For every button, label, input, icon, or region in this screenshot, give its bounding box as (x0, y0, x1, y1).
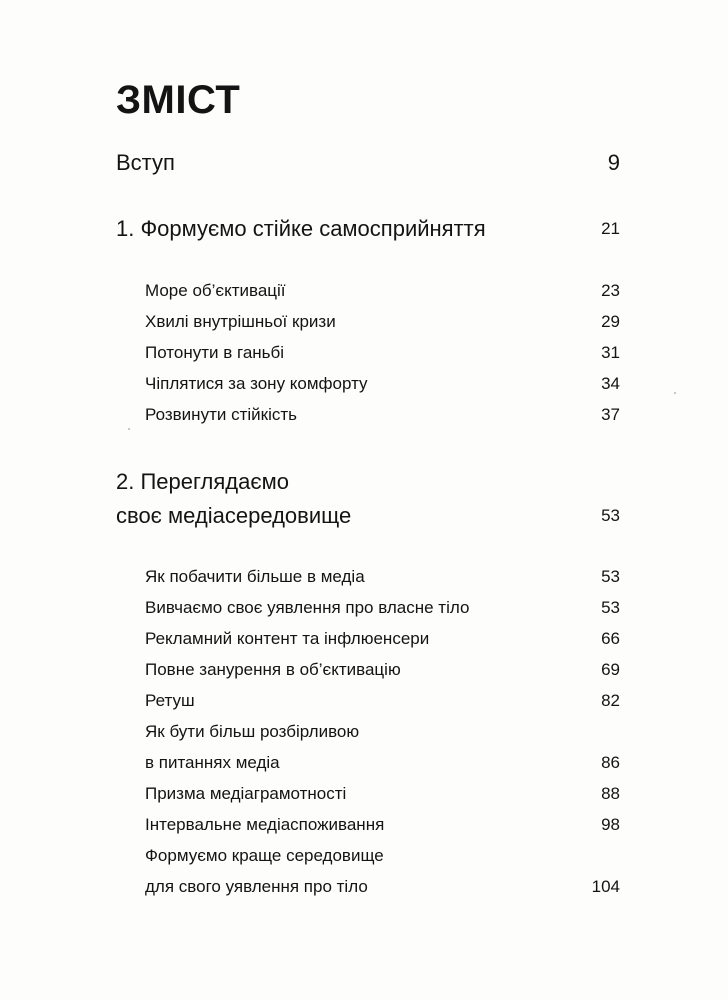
toc-section-title-line1: Як бути більш розбірливою (145, 722, 360, 741)
toc-section-title: Повне занурення в об’єктивацію (145, 660, 401, 679)
toc-chapter-page: 21 (601, 219, 620, 238)
toc-section-page: 31 (601, 343, 620, 362)
toc-section-page: 66 (601, 629, 620, 648)
toc-section-page: 88 (601, 784, 620, 803)
toc-section-page: 53 (601, 598, 620, 617)
toc-chapter-page: 53 (601, 506, 620, 525)
toc-section-page: 37 (601, 405, 620, 424)
scan-speck (128, 428, 130, 430)
toc-section-page: 53 (601, 567, 620, 586)
toc-section-title: Рекламний контент та інфлюенсери (145, 629, 430, 648)
toc-section-title-line1: Формуємо краще середовище (145, 846, 384, 865)
toc-section-title: Інтервальне медіаспоживання (145, 815, 385, 834)
toc-chapter-title: 1. Формуємо стійке самосприйняття (116, 216, 486, 241)
toc-section-title: Чіплятися за зону комфорту (145, 374, 368, 393)
toc-section-page: 29 (601, 312, 620, 331)
toc-section-title-line2: для свого уявлення про тіло (145, 877, 368, 896)
toc-entry-title: Вступ (116, 150, 175, 175)
toc-section-title: Потонути в ганьбі (145, 343, 285, 362)
toc-section-page: 34 (601, 374, 620, 393)
toc-section-page: 82 (601, 691, 620, 710)
toc-entry-page: 9 (607, 150, 620, 175)
toc-section-title-line2: в питаннях медіа (145, 753, 280, 772)
toc-section-title: Як побачити більше в медіа (145, 567, 365, 586)
scan-speck (674, 392, 676, 394)
toc-section-page: 69 (601, 660, 620, 679)
toc-section-page: 86 (601, 753, 620, 772)
toc-section-page: 104 (591, 877, 620, 896)
toc-section-page: 98 (601, 815, 620, 834)
toc-section-title: Вивчаємо своє уявлення про власне тіло (145, 598, 470, 617)
toc-section-title: Море об’єктивації (145, 281, 286, 300)
toc-section-title: Призма медіаграмотності (145, 784, 347, 803)
toc-section-title: Хвилі внутрішньої кризи (145, 312, 336, 331)
page-title: ЗМІСТ (116, 78, 241, 122)
toc-section-title: Розвинути стійкість (145, 405, 297, 424)
toc-section-page: 23 (601, 281, 620, 300)
toc-section-title: Ретуш (145, 691, 195, 710)
toc-chapter-title-line2: своє медіасередовище (116, 503, 352, 528)
toc-chapter-title-line1: 2. Переглядаємо (116, 469, 289, 494)
